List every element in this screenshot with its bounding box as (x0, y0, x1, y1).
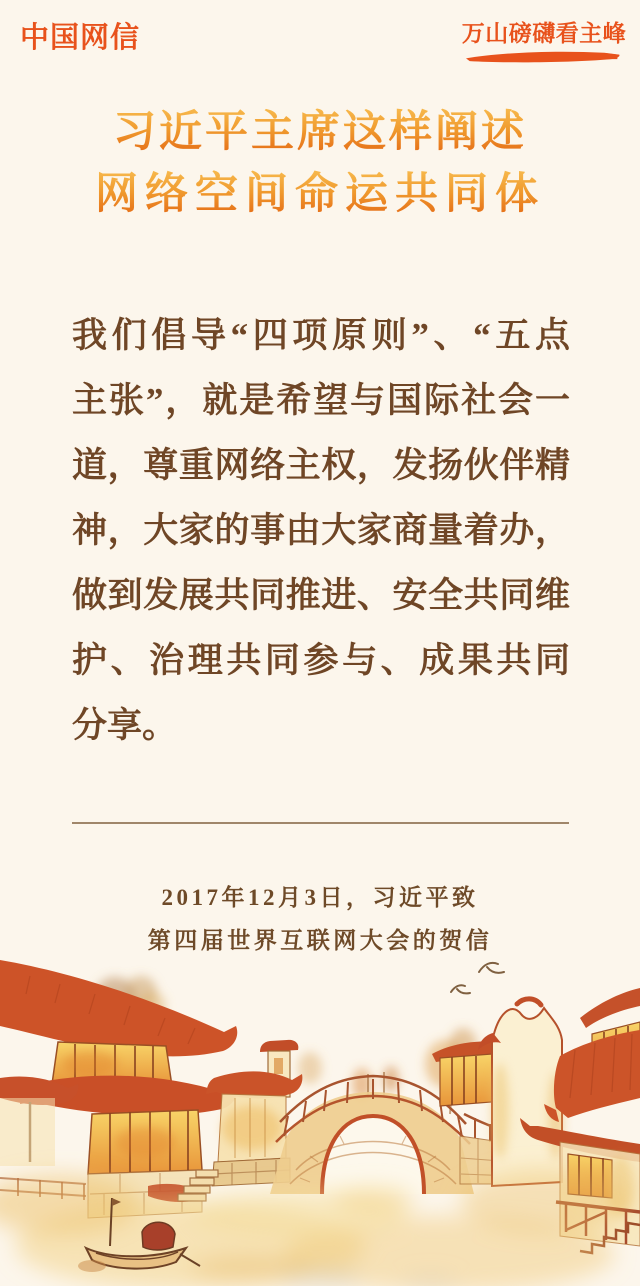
quote-line: 主张”，就是希望与国际社会一 (72, 381, 570, 420)
watertown-illustration (0, 946, 640, 1286)
quote-line: 做到发展共同推进、安全共同维 (72, 576, 570, 615)
quote-line: 护、治理共同参与、成果共同 (72, 641, 570, 680)
page-title (0, 102, 640, 226)
brand-logo: 中国网信 (20, 22, 141, 54)
birds-icon (451, 963, 504, 994)
attribution-line-2: 第四届世界互联网大会的贺信 (147, 928, 493, 953)
divider-line (72, 822, 569, 824)
quote-line: 分享。 (72, 706, 178, 745)
brush-stroke-underline-icon (460, 50, 628, 63)
attribution-line-1: 2017年12月3日，习近平致 (161, 885, 479, 910)
quote-line: 道，尊重网络主权，发扬伙伴精 (72, 446, 570, 485)
quote-line: 我们倡导“四项原则”、“五点 (72, 316, 570, 355)
title-line-2: 网络空间命运共同体 (0, 164, 640, 226)
slogan-text: 万山磅礴看主峰 (461, 20, 627, 46)
slogan (456, 15, 632, 63)
quote-line: 神，大家的事由大家商量着办， (72, 511, 570, 550)
title-line-1: 习近平主席这样阐述 (0, 102, 640, 164)
quote-text (72, 303, 570, 758)
